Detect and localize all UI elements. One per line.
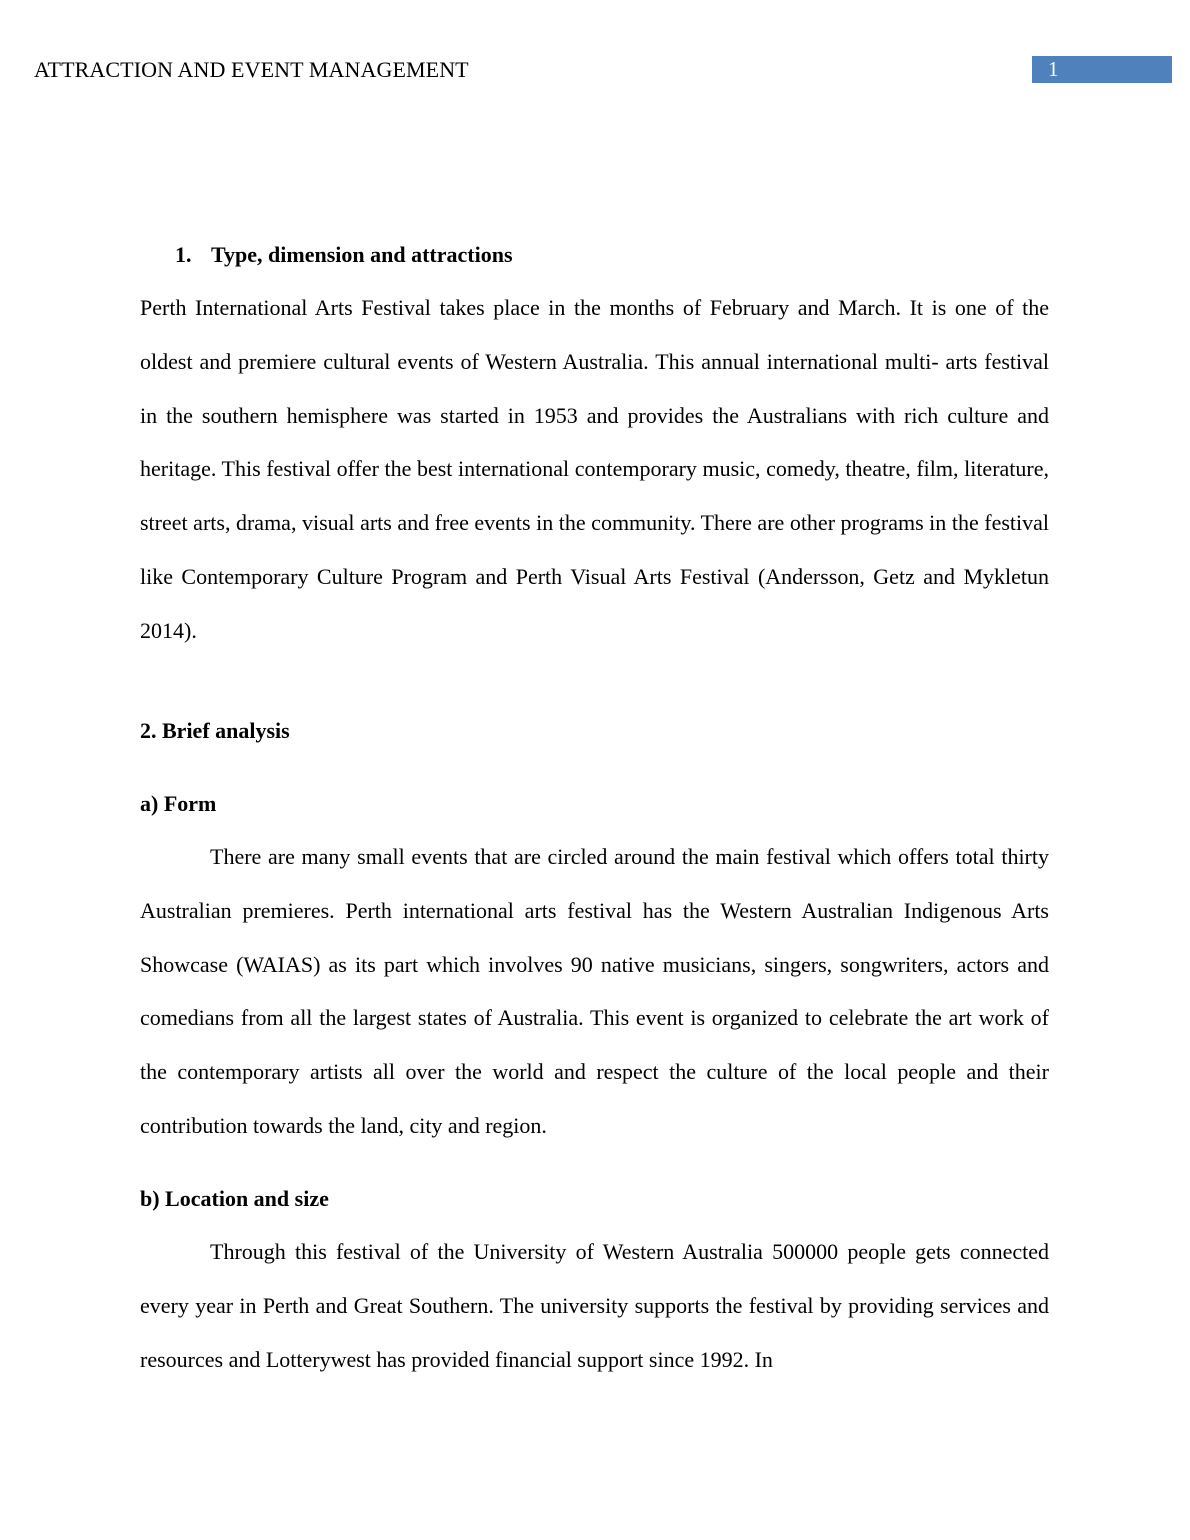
page-number: 1 [1048,57,1059,81]
section-1-title: Type, dimension and attractions [211,242,513,267]
section-1-paragraph: Perth International Arts Festival takes place in the months of February and March. It is one of the oldest and premiere cultural events of Western Australia. This annual international multi- arts festival in the southern hemisphere was started in 1953 and provides the Australians with rich culture and heritage. This festival offer the best international contemporary music, comedy, theatre, film, literature, street arts, drama, visual arts and free events in the community. There are other programs in the festival like Contemporary Culture Program and Perth Visual Arts Festival (Andersson, Getz and Mykletun 2014). [140,295,1049,643]
section-1-number: 1. [175,242,192,267]
section-2a-heading: a) Form [140,791,217,816]
section-2a-paragraph: There are many small events that are circled around the main festival which offers total thirty Australian premieres. Perth international arts festival has the Western Australian Indigenous Arts Showcase (WAIAS) as its part which involves 90 native musicians, singers, songwriters, actors and comedians from all the largest states of Australia. This event is organized to celebrate the art work of the contemporary artists all over the world and respect the culture of the local people and their contribution towards the land, city and region. [140,844,1049,1138]
section-2-heading: 2. Brief analysis [140,718,290,743]
page-number-box [1032,56,1172,83]
section-2b-paragraph: Through this festival of the University of Western Australia 500000 people gets connected every year in Perth and Great Southern. The university supports the festival by providing services and resources and Lotterywest has provided financial support since 1992. In [140,1239,1049,1372]
running-head: ATTRACTION AND EVENT MANAGEMENT [34,57,469,82]
section-2b-heading: b) Location and size [140,1186,329,1211]
section-1-heading [175,241,513,269]
